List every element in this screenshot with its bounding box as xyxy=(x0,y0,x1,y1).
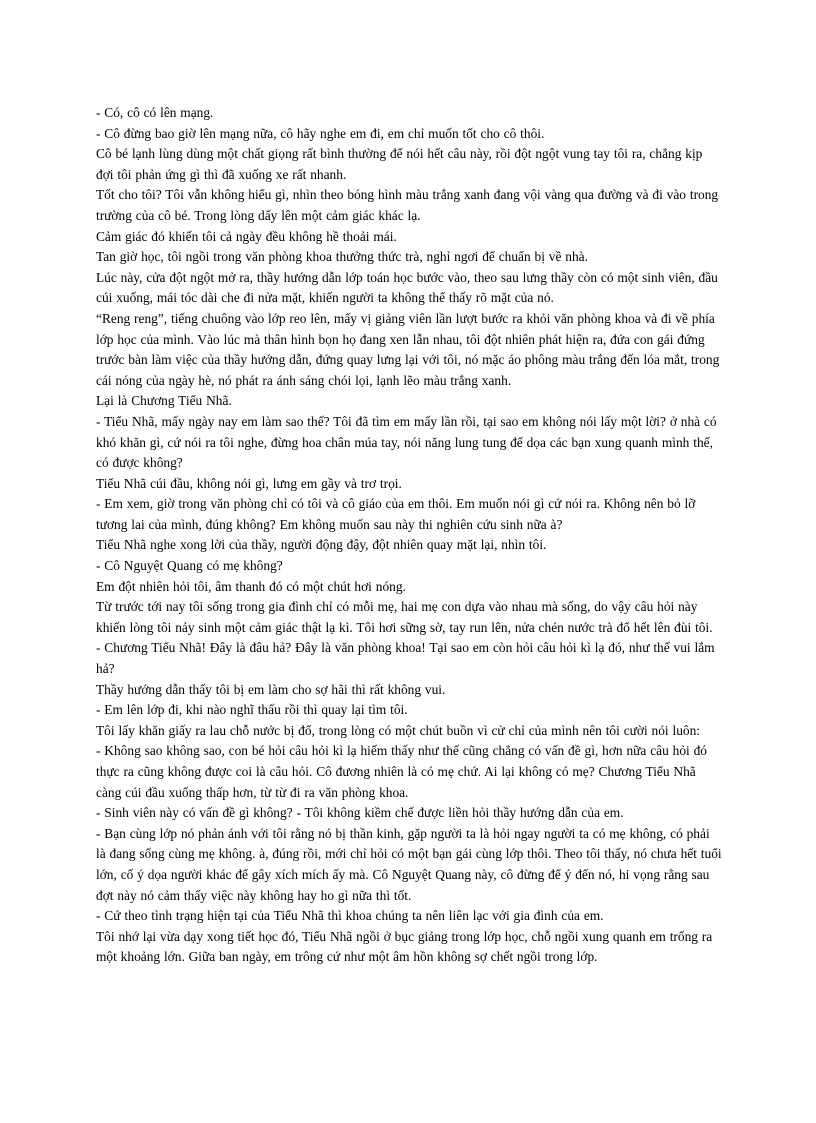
paragraph: Cô bé lạnh lùng dùng một chất giọng rất bình thường để nói hết câu này, rồi đột ngột vung tay tôi ra, chẳng kịp đợi tôi phản ứng gì thì đã xuống xe rất nhanh. xyxy=(96,146,703,182)
paragraph: - Có, cô có lên mạng. xyxy=(96,105,214,120)
paragraph: Tôi nhớ lại vừa dạy xong tiết học đó, Tiểu Nhã ngồi ở bục giảng trong lớp học, chỗ ngồi xung quanh em trống ra một khoảng lớn. Giữa ban ngày, em trông cứ như một âm hồn không sợ chết ngồi trong lớp. xyxy=(96,928,713,965)
paragraph: Tôi lấy khăn giấy ra lau chỗ nước bị đổ, trong lòng có một chút buồn vì cử chỉ của mình nên tôi cười nói luôn: xyxy=(96,722,701,738)
paragraph: Tiểu Nhã nghe xong lời của thầy, người động đậy, đột nhiên quay mặt lại, nhìn tôi. xyxy=(96,537,547,553)
paragraph: - Không sao không sao, con bé hỏi câu hỏi kì lạ hiếm thấy như thế cũng chẳng có vấn đề gì, hơn nữa câu hỏi đó thực ra cũng không được coi là câu hỏi. Cô đương nhiên là có mẹ chứ. Ai lại không có mẹ? Chương Tiểu Nhã càng cúi đầu xuống thấp hơn, từ từ đi ra văn phòng khoa. xyxy=(96,743,707,800)
paragraph: - Tiểu Nhã, mấy ngày nay em làm sao thế? Tôi đã tìm em mấy lần rồi, tại sao em không nói lấy một lời? ở nhà có khó khăn gì, cứ nói ra tôi nghe, đừng hoa chân múa tay, nói năng lung tung để dọa các bạn xung quanh mình thế, có được không? xyxy=(96,413,717,471)
paragraph: Lại là Chương Tiểu Nhã. xyxy=(96,393,232,409)
paragraph: Từ trước tới nay tôi sống trong gia đình chỉ có mỗi mẹ, hai mẹ con dựa vào nhau mà sống, do vậy câu hỏi này khiến lòng tôi nảy sinh một cảm giác thật lạ kì. Tôi hơi sững sờ, tay run lên, nửa chén nước trà đổ hết lên đùi tôi. xyxy=(96,599,713,635)
paragraph: - Cứ theo tình trạng hiện tại của Tiểu Nhã thì khoa chúng ta nên liên lạc với gia đình của em. xyxy=(96,908,604,924)
paragraph: - Cô đừng bao giờ lên mạng nữa, cô hãy nghe em đi, em chỉ muốn tốt cho cô thôi. xyxy=(96,125,545,141)
story-text xyxy=(96,103,722,968)
paragraph: Thầy hướng dẫn thấy tôi bị em làm cho sợ hãi thì rất không vui. xyxy=(96,681,446,697)
paragraph: - Em lên lớp đi, khi nào nghĩ thấu rồi thì quay lại tìm tôi. xyxy=(96,702,408,718)
paragraph: Lúc này, cửa đột ngột mở ra, thầy hướng dẫn lớp toán học bước vào, theo sau lưng thầy còn có một sinh viên, đầu cúi xuống, mái tóc dài che đi nửa mặt, khiến người ta không thể thấy rõ mặt của nó. xyxy=(96,269,718,306)
paragraph: Tiểu Nhã cúi đầu, không nói gì, lưng em gầy và trơ trọi. xyxy=(96,475,402,491)
paragraph: - Chương Tiểu Nhã! Đây là đâu hả? Đây là văn phòng khoa! Tại sao em còn hỏi câu hỏi kì lạ đó, như thế vui lắm hả? xyxy=(96,640,715,677)
paragraph: Cảm giác đó khiến tôi cả ngày đều không hề thoải mái. xyxy=(96,228,397,244)
paragraph: - Sinh viên này có vấn đề gì không? - Tôi không kiềm chế được liền hỏi thầy hướng dẫn của em. xyxy=(96,805,624,821)
paragraph: - Bạn cùng lớp nó phản ánh với tôi rằng nó bị thần kinh, gặp người ta là hỏi ngay người ta có mẹ không, có phải là đang sống cùng mẹ không. à, đúng rồi, mới chỉ hỏi có một bạn gái cùng lớp thôi. Theo tôi thấy, nó chưa hết tuổi lớn, cố ý dọa người khác để gây xích mích ấy mà. Cô Nguyệt Quang này, cô đừng để ý đến nó, hi vọng rằng sau đợt này nó cảm thấy việc này không hay ho gì nữa thì tốt. xyxy=(96,825,722,903)
paragraph: Em đột nhiên hỏi tôi, âm thanh đó có một chút hơi nóng. xyxy=(96,578,406,594)
paragraph: Tan giờ học, tôi ngồi trong văn phòng khoa thưởng thức trà, nghỉ ngơi để chuẩn bị về nhà. xyxy=(96,249,588,265)
paragraph: - Em xem, giờ trong văn phòng chỉ có tôi và cô giáo của em thôi. Em muốn nói gì cứ nói ra. Không nên bỏ lỡ tương lai của mình, đúng không? Em không muốn sau này thi nghiên cứu sinh nữa à? xyxy=(96,496,696,532)
paragraph: - Cô Nguyệt Quang có mẹ không? xyxy=(96,558,283,574)
paragraph: Tốt cho tôi? Tôi vẫn không hiểu gì, nhìn theo bóng hình màu trắng xanh đang vội vàng qua đường và đi vào trong trường của cô bé. Trong lòng dấy lên một cảm giác khác lạ. xyxy=(96,187,719,223)
paragraph: “Reng reng”, tiếng chuông vào lớp reo lên, mấy vị giảng viên lần lượt bước ra khỏi văn phòng khoa và đi về phía lớp học của mình. Vào lúc mà thân hình bọn họ đang xen lẫn nhau, tôi đột nhiên phát hiện ra, đứa con gái đứng trước bàn làm việc của thầy hướng dẫn, đứng quay lưng lại với tôi, nó mặc áo phông màu trắng đến lóa mắt, trong cái nóng của ngày hè, nó phát ra ánh sáng chói lọi, lạnh lẽo màu trắng xanh. xyxy=(96,310,720,388)
